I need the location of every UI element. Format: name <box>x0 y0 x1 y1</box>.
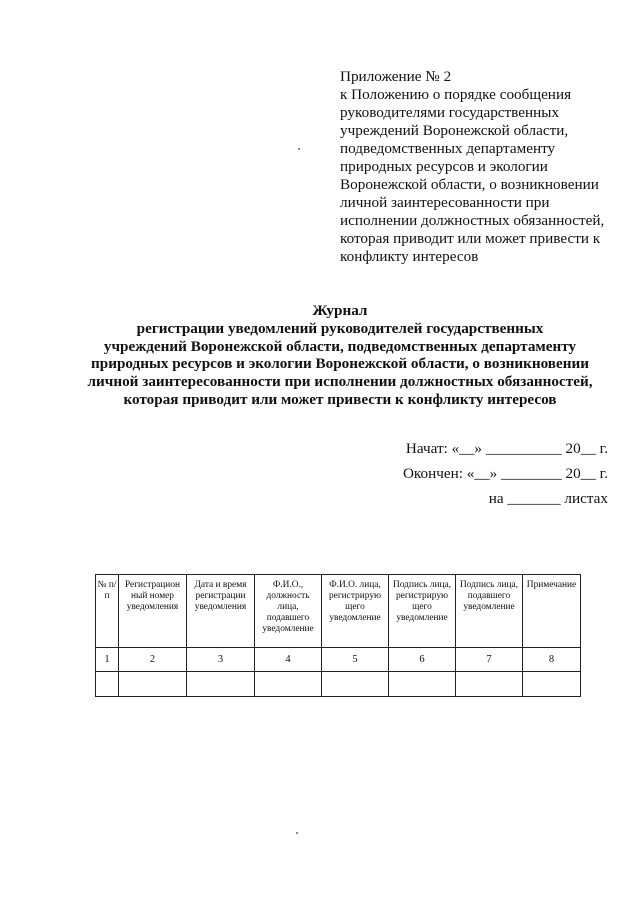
sheets-line: на _______ листах <box>488 490 608 507</box>
appendix-line: Приложение № 2 <box>340 68 452 85</box>
scan-speck <box>296 832 298 834</box>
number-cell: 8 <box>523 648 581 672</box>
number-cell: 7 <box>456 648 523 672</box>
header-cell: Дата и время регистрации уведомления <box>187 575 255 648</box>
header-cell: Ф.И.О. лица, регистрирую щего уведомление <box>322 575 389 648</box>
appendix-line: личной заинтересованности при <box>340 194 550 211</box>
table-row <box>96 672 581 697</box>
journal-line: природных ресурсов и экологии Воронежской области, о возникновении <box>91 355 589 373</box>
number-cell: 3 <box>187 648 255 672</box>
ended-line: Окончен: «__» ________ 20__ г. <box>402 465 608 482</box>
registration-table <box>95 574 581 697</box>
table-header-row <box>96 575 581 648</box>
appendix-line: к Положению о порядке сообщения <box>340 86 572 103</box>
appendix-line: руководителями государственных <box>340 104 560 121</box>
empty-cell <box>322 672 389 697</box>
number-cell: 6 <box>389 648 456 672</box>
empty-cell <box>523 672 581 697</box>
table-number-row <box>96 648 581 672</box>
journal-line: которая приводит или может привести к конфликту интересов <box>123 390 557 408</box>
appendix-line: Воронежской области, о возникновении <box>340 176 599 193</box>
journal-heading <box>40 302 640 409</box>
header-cell: Подпись лица, регистрирую щего уведомление <box>389 575 456 648</box>
journal-meta <box>403 436 608 511</box>
empty-cell <box>119 672 187 697</box>
empty-cell <box>389 672 456 697</box>
number-cell: 1 <box>96 648 119 672</box>
appendix-line: природных ресурсов и экологии <box>340 158 548 175</box>
appendix-line: учреждений Воронежской области, <box>340 122 569 139</box>
empty-cell <box>456 672 523 697</box>
appendix-line: которая приводит или может привести к <box>340 230 601 247</box>
empty-cell <box>255 672 322 697</box>
header-cell: Примечание <box>523 575 581 648</box>
appendix-line: исполнении должностных обязанностей, <box>340 212 605 229</box>
journal-line: личной заинтересованности при исполнении должностных обязанностей, <box>87 373 593 391</box>
appendix-block <box>340 68 620 266</box>
number-cell: 2 <box>119 648 187 672</box>
header-cell: Регистрацион ный номер уведомления <box>119 575 187 648</box>
number-cell: 4 <box>255 648 322 672</box>
appendix-line: подведомственных департаменту <box>340 140 556 157</box>
journal-line: регистрации уведомлений руководителей государственных <box>136 319 544 337</box>
empty-cell <box>96 672 119 697</box>
started-line: Начат: «__» __________ 20__ г. <box>405 440 608 457</box>
journal-line: учреждений Воронежской области, подведомственных департаменту <box>103 337 577 355</box>
header-cell: Подпись лица, подавшего уведомление <box>456 575 523 648</box>
scan-speck <box>298 148 300 150</box>
appendix-line: конфликту интересов <box>340 248 479 265</box>
number-cell: 5 <box>322 648 389 672</box>
header-cell: Ф.И.О., должность лица, подавшего уведомление <box>255 575 322 648</box>
journal-title: Журнал <box>312 302 368 319</box>
header-cell: № п/п <box>96 575 119 648</box>
empty-cell <box>187 672 255 697</box>
